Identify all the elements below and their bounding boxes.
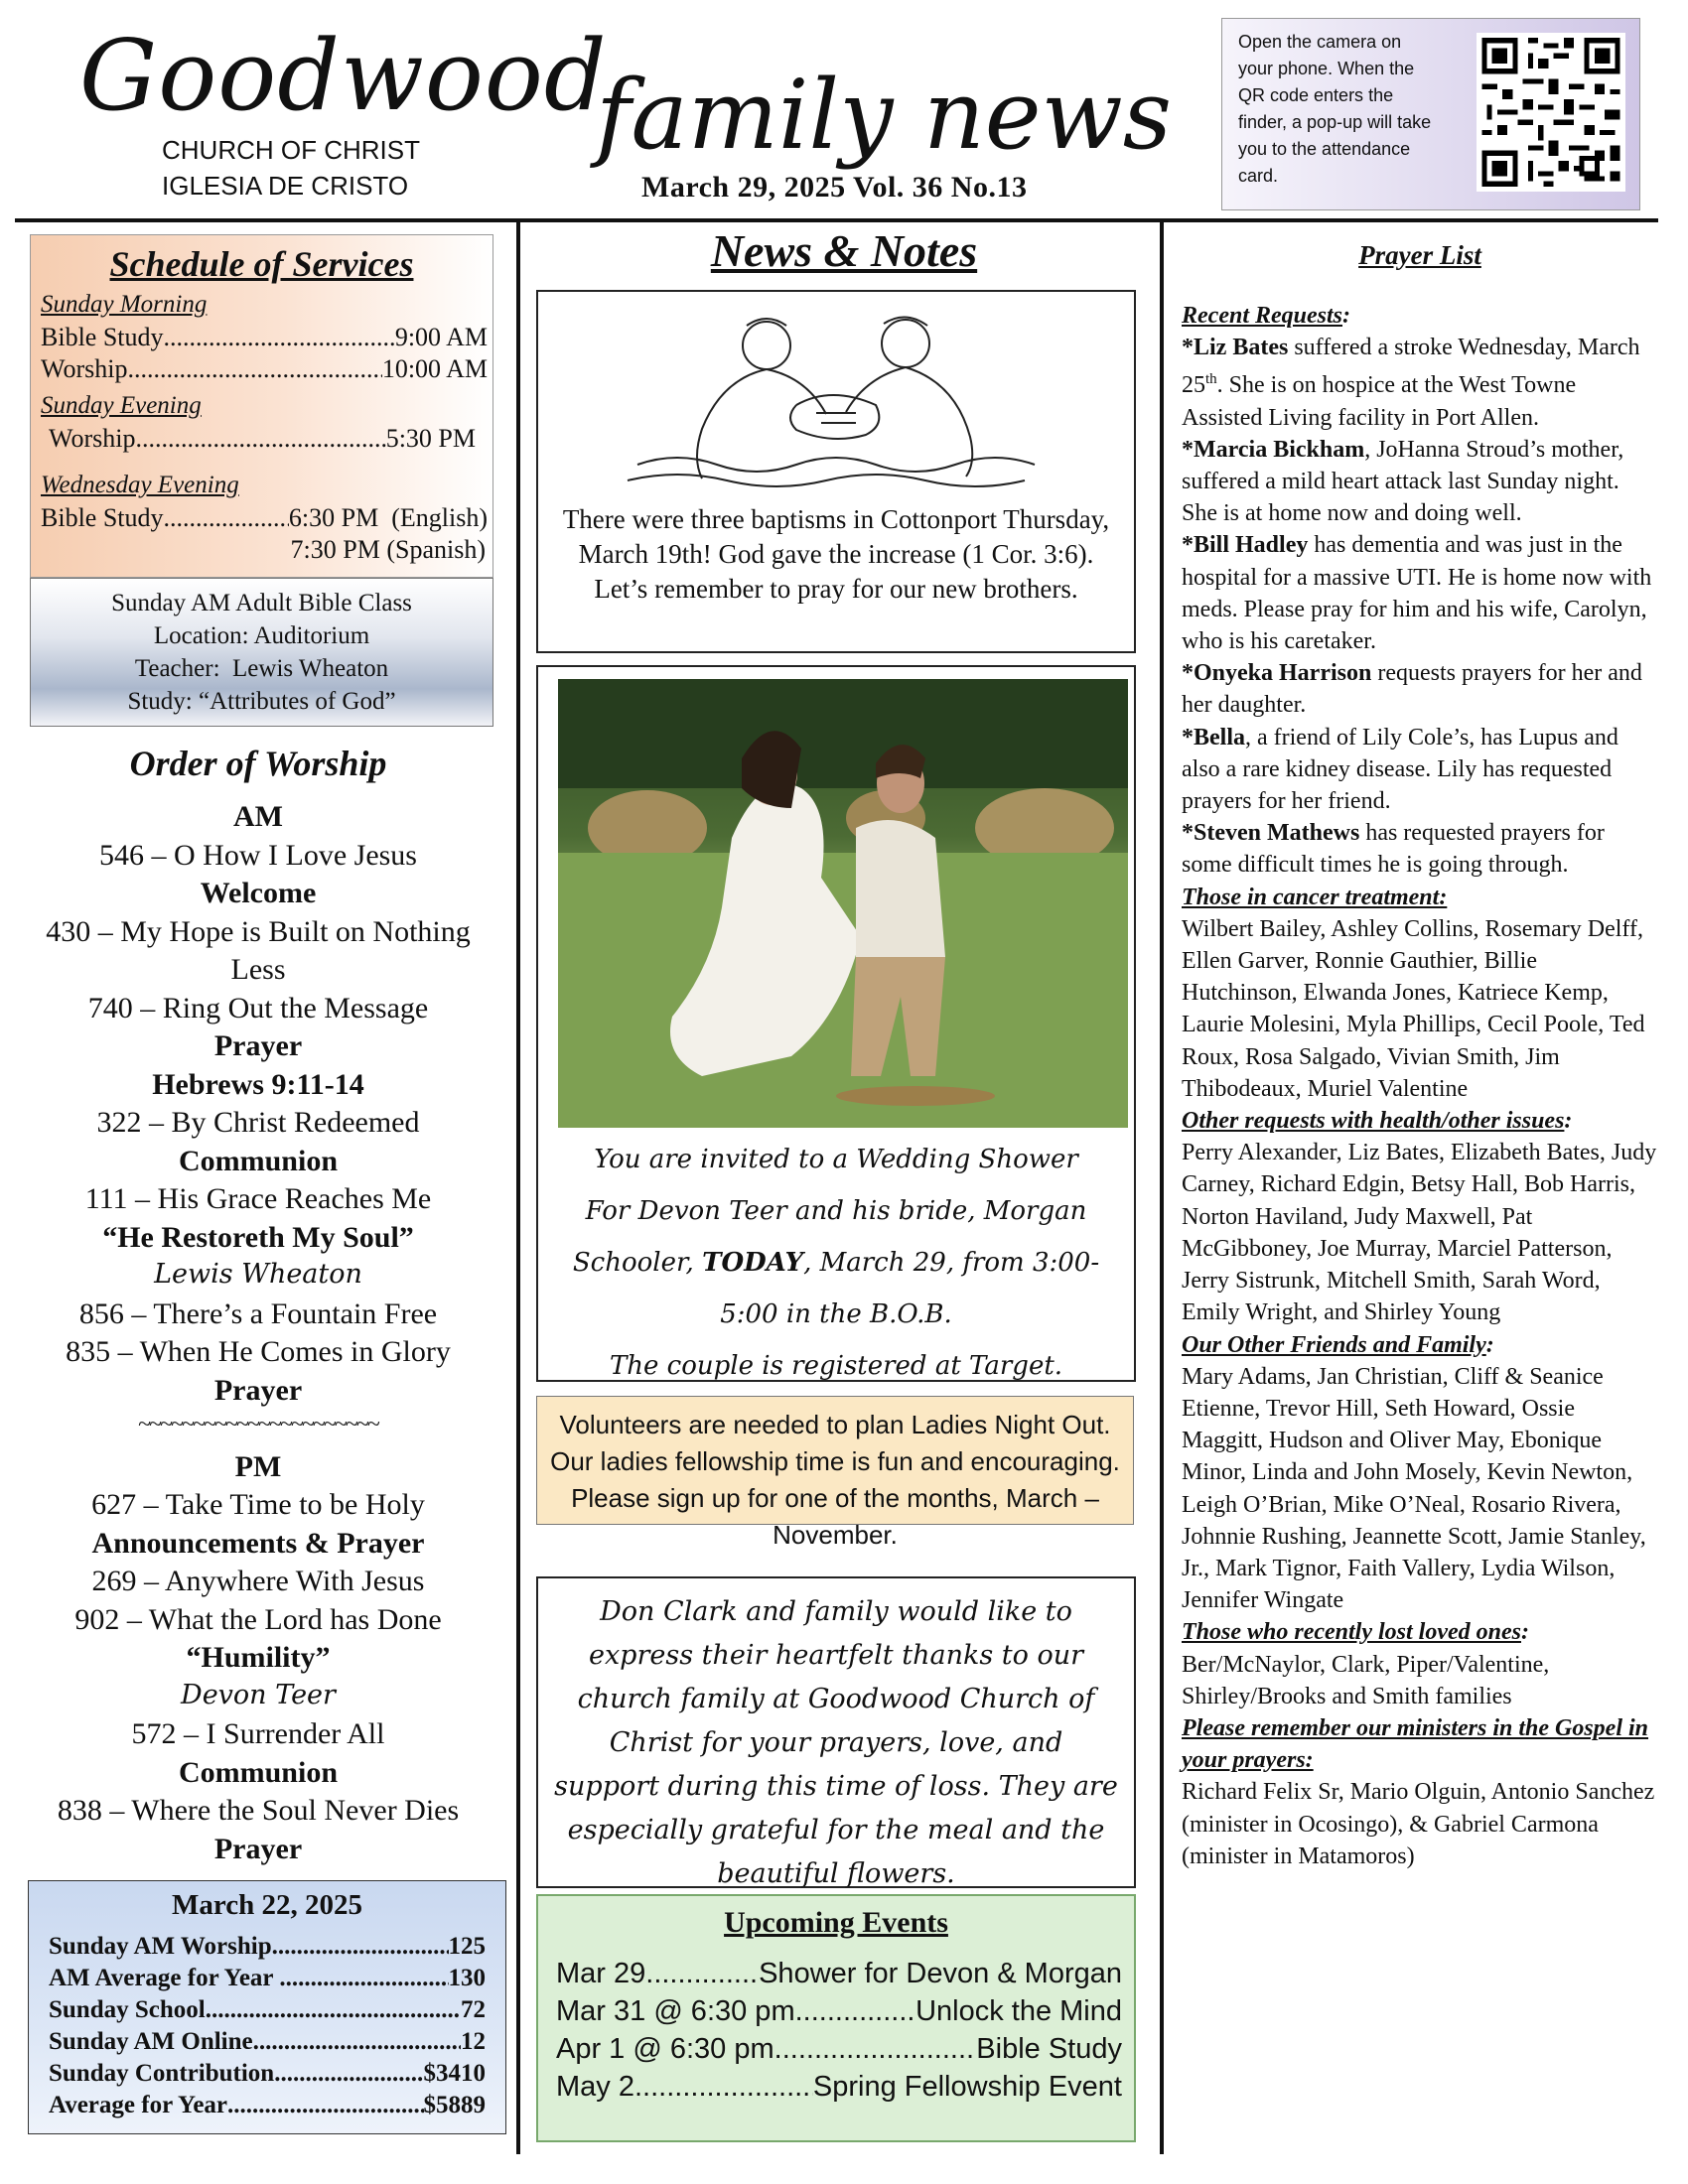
schedule-row: Bible Study ..... 9:00 AM [41,323,488,352]
order-of-worship-line: 322 – By Christ Redeemed [96,1106,420,1139]
event-row: Mar 31 @ 6:30 pm ..... Unlock the Mind [556,1995,1122,2028]
stats-row: Sunday School ..... 72 [49,1996,486,2024]
stats-row: Average for Year ..... $5889 [49,2092,486,2119]
adult-class-study: Study: “Attributes of God” [127,688,396,715]
order-of-worship-line: Less [230,953,286,986]
logo-wordmark: Goodwood [79,20,608,133]
prayer-list-title: Prayer List [1358,240,1481,270]
sunday-morning-heading: Sunday Morning [41,291,208,318]
adult-bible-class [30,578,493,727]
order-of-worship-line: 856 – There’s a Fountain Free [78,1297,438,1330]
order-of-worship-line: 902 – What the Lord has Done [74,1602,442,1636]
schedule-row: Worship ..... 10:00 AM [41,354,488,384]
order-of-worship-line: Lewis Wheaton [154,1259,362,1290]
friends-heading: Our Other Friends and Family [1182,1331,1486,1358]
stats-row: AM Average for Year ..... 130 [49,1965,486,1992]
adult-class-location: Location: Auditorium [153,622,370,649]
order-of-worship-line: Communion [178,1755,339,1789]
order-of-worship-line: 430 – My Hope is Built on Nothing [46,914,471,948]
schedule-row: Bible Study ..... 6:30 PM (English) [41,503,488,533]
event-row: Apr 1 @ 6:30 pm ..... Bible Study [556,2033,1122,2066]
schedule-row: Worship ..... 5:30 PM [49,424,476,454]
friends-list: Mary Adams, Jan Christian, Cliff & Seanice Etienne, Trevor Hill, Seth Howard, Ossie Maggitt, Hudson and Oliver May, Ebonique Minor, Linda and John Mosely, Kevin Newton, Leigh O’Brian, Mike O’Neal, Rosario Rivera, Johnnie Rushing, Jeannette Scott, Jamie Stanley, Jr., Mark Tignor, Faith Vallery, Lydia Wilson, Jennifer Wingate [1182,1363,1646,1614]
order-of-worship-line: 269 – Anywhere With Jesus [91,1565,425,1597]
prayer-item: *Bella, a friend of Lily Cole’s, has Lupus and also a rare kidney disease. Lily has requested prayers for her friend. [1182,724,1618,815]
adult-class-teacher: Teacher: Lewis Wheaton [134,655,389,682]
issue-date: March 29, 2025 Vol. 36 No.13 [641,171,1028,204]
prayer-item: *Marcia Bickham, JoHanna Stroud’s mother, suffered a mild heart attack last Sunday night. She is at home now and doing well. [1182,436,1624,527]
ladies-night-volunteer-notice [536,1396,1134,1550]
column-divider-right [1160,222,1164,2154]
events-title: Upcoming Events [724,1906,948,1939]
event-row: Mar 29 ..... Shower for Devon & Morgan [556,1958,1122,1990]
ministers-heading: Please remember our ministers in the Gospel in your prayers: [1182,1714,1649,1774]
header-rule [15,218,1658,222]
order-of-worship-line: PM [234,1449,282,1483]
logo-subtitle-es: IGLESIA DE CRISTO [162,171,409,201]
order-of-worship-line: Welcome [200,877,317,909]
stats-row: Sunday AM Online ..... 12 [49,2028,486,2056]
other-requests-list: Perry Alexander, Liz Bates, Elizabeth Bates, Judy Carney, Richard Edgin, Betsy Hall, Bob Harris, Norton Haviland, Judy Maxwell, Pat McGibboney, Joe Murray, Marciel Patterson, Jerry Sistrunk, Mitchell Smith, Sarah Word, Emily Wright, and Shirley Young [1182,1140,1657,1326]
logo-subtitle-en: CHURCH OF CHRIST [162,135,420,165]
baptism-text: There were three baptisms in Cottonport Thursday, March 19th! God gave the increase (1 Cor. 3:6). Let’s remember to pray for our new brothers. [562,504,1110,604]
sunday-evening-heading: Sunday Evening [41,392,202,419]
adult-class-line: Sunday AM Adult Bible Class [111,590,412,616]
prayer-item: *Liz Bates suffered a stroke Wednesday, March 25th. She is on hospice at the West Towne Assisted Living facility in Port Allen. [1182,335,1640,431]
schedule-spanish-time: 7:30 PM (Spanish) [290,535,486,564]
order-of-worship-line: 740 – Ring Out the Message [87,991,429,1024]
qr-code-icon[interactable] [1477,33,1625,192]
qr-attendance-panel [1221,18,1640,210]
event-row: May 2 ..... Spring Fellowship Event [556,2071,1122,2104]
order-of-worship-line: Announcements & Prayer [91,1526,425,1560]
order-of-worship-line: AM [233,800,283,833]
prayer-item: *Onyeka Harrison requests prayers for her and her daughter. [1182,660,1642,719]
order-of-worship-line: 838 – Where the Soul Never Dies [57,1794,460,1827]
qr-instructions: Open the camera on your phone. When the QR code enters the finder, a pop-up will take you to the attendance card. [1238,32,1432,186]
stats-date: March 22, 2025 [172,1889,362,1921]
order-of-worship-line: Prayer [213,1832,303,1865]
baptism-notice [536,290,1136,653]
other-requests-heading: Other requests with health/other issues [1182,1108,1565,1135]
newsletter-title: family news [596,60,1173,171]
order-of-worship-line: 627 – Take Time to be Holy [91,1488,425,1521]
couple-photo [558,679,1128,1128]
order-of-worship-line: Hebrews 9:11-14 [152,1067,364,1101]
recent-requests-heading: Recent Requests [1182,303,1342,329]
volunteer-text: Volunteers are needed to plan Ladies Night Out. Our ladies fellowship time is fun and encouraging. Please sign up for one of the months, March – November. [550,1410,1120,1550]
thank-you-notice [536,1576,1136,1888]
order-of-worship-line: Devon Teer [181,1679,336,1710]
ministers-list: Richard Felix Sr, Mario Olguin, Antonio Sanchez (minister in Ocosingo), & Gabriel Carmona (minister in Matamoros) [1182,1779,1655,1869]
upcoming-events [536,1894,1136,2142]
order-of-worship-title: Order of Worship [129,744,387,783]
order-of-worship-line: 546 – O How I Love Jesus [99,838,417,872]
thank-you-text: Don Clark and family would like to express their heartfelt thanks to our church family at Goodwood Church of Christ for your prayers, love, and support during this time of loss. They are especially grateful for the meal and the beautiful flowers. [554,1596,1118,1889]
lost-loved-ones-list: Ber/McNaylor, Clark, Piper/Valentine, Shirley/Brooks and Smith families [1182,1651,1550,1709]
wedding-shower-notice [536,665,1136,1382]
wednesday-evening-heading: Wednesday Evening [41,472,239,498]
attendance-stats [28,1880,506,2134]
column-divider-left [516,222,520,2154]
order-of-worship-line: ~~~~~~~~~~~~~~~~~~~~~~ [138,1412,378,1437]
stats-row: Sunday AM Worship ..... 125 [49,1933,486,1961]
order-of-worship-line: 111 – His Grace Reaches Me [84,1182,432,1215]
prayer-list: Recent Requests: *Liz Bates suffered a stroke Wednesday, March 25th. She is on hospice at the West Towne Assisted Living facility in Port Allen. *Marcia Bickham, JoHanna Stroud’s mother, suffered a mild heart attack last Sunday night. She is at home now and doing well. *Bill Hadley has dementia and was just in the hospital for a massive UTI. He is home now with meds. Please pray for him and his wife, Carolyn, who is his caretaker. *Onyeka Harrison requests prayers for her and her daughter. *Bella, a friend of Lily Cole’s, has Lupus and also a rare kidney disease. Lily has requested prayers for her friend. *Steven Mathews has requested prayers for some difficult times he is going through. Those in cancer treatment: Wilbert Bailey, Ashley Collins, Rosemary Delff, Ellen Garver, Ronnie Gauthier, Billie Hutchinson, Elwanda Jones, Katriece Kemp, Laurie Molesini, Myla Phillips, Cecil Poole, Ted Roux, Rosa Salgado, Vivian Smith, Jim Thibodeaux, Muriel Valentine Other requests with health/other issues: Perry Alexander, Liz Bates, Elizabeth Bates, Judy Carney, Richard Edgin, Betsy Hall, Bob Harris, Norton Haviland, Judy Maxwell, Pat McGibboney, Joe Murray, Marciel Patterson, Jerry Sistrunk, Mitchell Smith, Sarah Word, Emily Wright, and Shirley Young Our Other Friends and Family: Mary Adams, Jan Christian, Cliff & Seanice Etienne, Trevor Hill, Seth Howard, Ossie Maggitt, Hudson and Oliver May, Ebonique Minor, Linda and John Mosely, Kevin Newton, Leigh O’Brian, Mike O’Neal, Rosario Rivera, Johnnie Rushing, Jeannette Scott, Jamie Stanley, Jr., Mark Tignor, Faith Vallery, Lydia Wilson, Jennifer Wingate Those who recently lost loved ones: Ber/McNaylor, Clark, Piper/Valentine, Shirley/Brooks and Smith families Please remember our ministers in the Gospel in your prayers: Richard Felix Sr, Mario Olguin, Antonio Sanchez (minister in Ocosingo), & Gabriel Carmona (minister in Matamoros) [1182,300,1658,1872]
prayer-item: *Bill Hadley has dementia and was just in the hospital for a massive UTI. He is home now with meds. Please pray for him and his wife, Carolyn, who is his caretaker. [1182,532,1652,655]
cancer-heading: Those in cancer treatment: [1182,884,1448,910]
order-of-worship-line: Prayer [213,1373,303,1407]
prayer-item: *Steven Mathews has requested prayers for some difficult times he is going through. [1182,820,1605,879]
order-of-worship-line: Prayer [213,1029,303,1062]
order-of-worship-line: 572 – I Surrender All [131,1717,385,1750]
wedding-shower-text: You are invited to a Wedding Shower For Devon Teer and his bride, Morgan Schooler, TODAY, March 29, from 3:00- 5:00 in the B.O.B. The couple is registered at Target. [572,1145,1100,1381]
baptism-sketch-icon [618,306,1055,494]
news-notes-title: News & Notes [710,225,978,276]
schedule-of-services [30,234,493,578]
lost-loved-ones-heading: Those who recently lost loved ones [1182,1619,1521,1646]
cancer-list: Wilbert Bailey, Ashley Collins, Rosemary Delff, Ellen Garver, Ronnie Gauthier, Billie Hutchinson, Elwanda Jones, Katriece Kemp, Laurie Molesini, Myla Phillips, Cecil Poole, Ted Roux, Rosa Salgado, Vivian Smith, Jim Thibodeaux, Muriel Valentine [1182,915,1645,1102]
order-of-worship-line: “Humility” [186,1641,331,1674]
order-of-worship-line: Communion [178,1144,339,1177]
stats-row: Sunday Contribution ..... $3410 [49,2060,486,2088]
order-of-worship-line: 835 – When He Comes in Glory [66,1335,451,1368]
order-of-worship-line: “He Restoreth My Soul” [102,1220,414,1254]
schedule-title: Schedule of Services [109,244,414,284]
